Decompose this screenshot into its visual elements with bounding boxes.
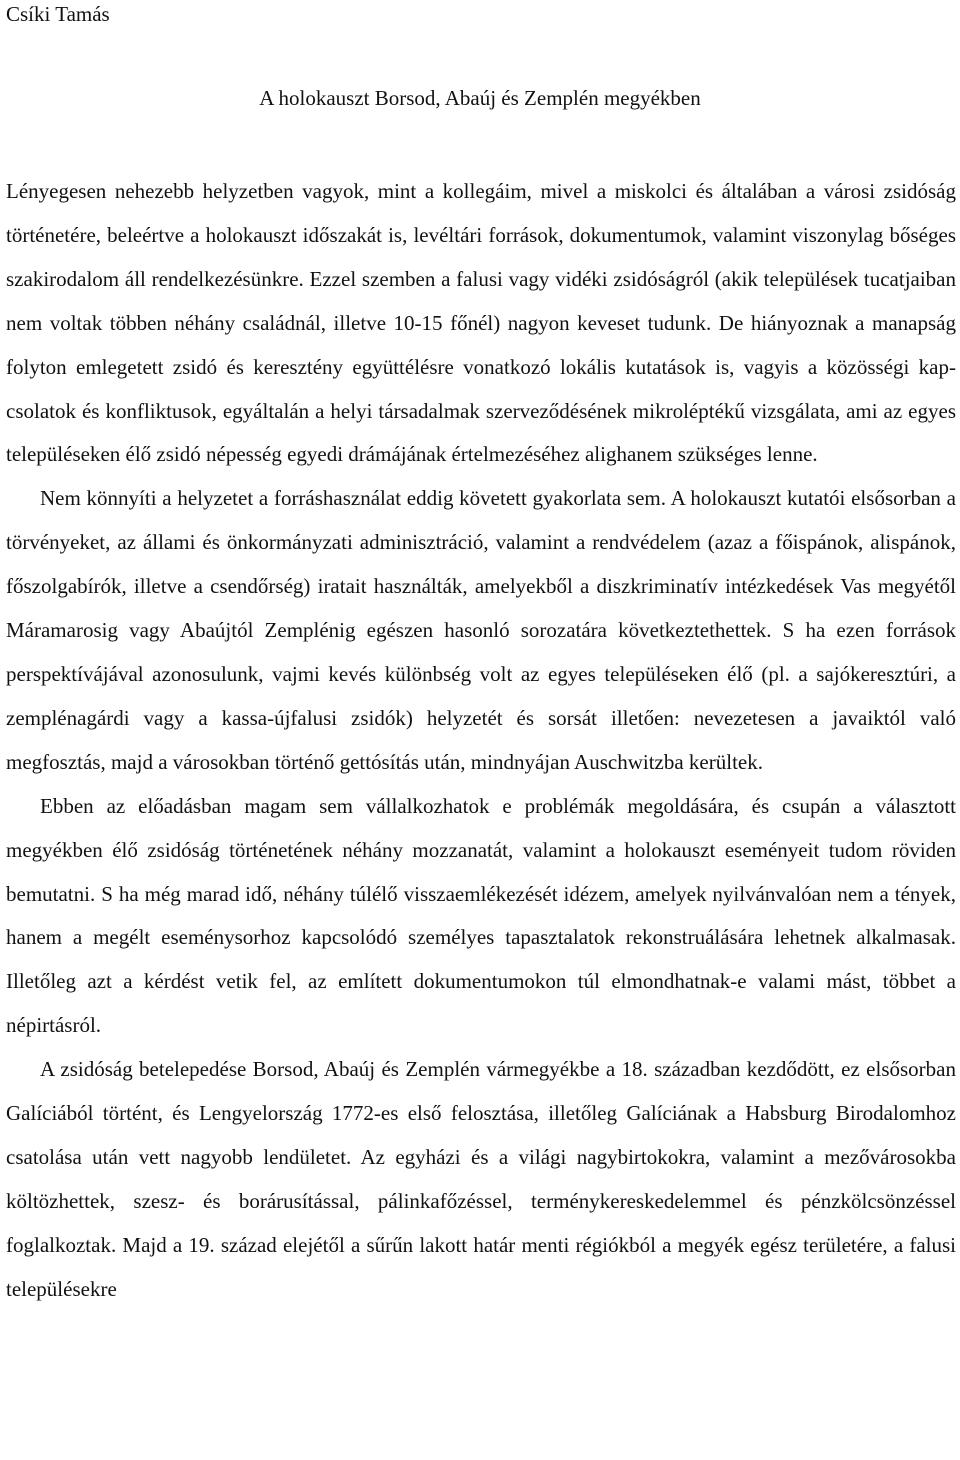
- paragraph-3: Ebben az előadásban magam sem vállalkozhatok e problémák megoldására, és csupán a választott megyékben élő zsidóság történetének néhány mozzanatát, valamint a holokauszt eseményeit tudom röviden bemutatni. S ha még marad idő, néhány túlélő visszaemlékezését idézem, amelyek nyilvánvalóan nem a tények, hanem a megélt eseménysorhoz kapcsolódó személyes tapasztalatok rekonstruálására lehetnek alkalmasak. Illetőleg azt a kérdést vetik fel, az említett dokumentumokon túl elmondhatnak-e valami mást, többet a népirtásról.: [6, 793, 956, 1038]
- paragraph-1: Lényegesen nehezebb helyzetben vagyok, mint a kollegáim, mivel a miskolci és általában a városi zsidóság történetére, beleértve a holokauszt időszakát is, levéltári források, dokumentumok, valamint viszonylag bőséges szakirodalom áll rendelkezésünkre. Ezzel szemben a falusi vagy vidéki zsidóságról (akik települések tucatjaiban nem voltak többen néhány családnál, illetve 10-15 főnél) nagyon keveset tudunk. De hiányoznak a manapság folyton emlegetett zsidó és keresztény együttélésre vonatkozó lokális kutatások is, vagyis a közösségi kapcsolatok és konfliktusok, egyáltalán a helyi társadalmak szerveződésének mikroléptékű vizsgálata, ami az egyes településeken élő zsidó népesség egyedi drámájának értelmezéséhez alighanem szükséges lenne.: [6, 179, 956, 467]
- body-text: [6, 170, 956, 1312]
- paragraph-4: A zsidóság betelepedése Borsod, Abaúj és Zemplén vármegyékbe a 18. században kezdődött, ez elsősorban Galíciából történt, és Lengyelország 1772-es első felosztása, illetőleg Galíciának a Habsburg Birodalomhoz csatolása után vett nagyobb lendületet. Az egyházi és a világi nagybirtokokra, valamint a mezővárosokba költözhettek, szesz- és borárusítással, pálinkafőzéssel, terménykereskedelemmel és pénzkölcsönzéssel foglalkoztak. Majd a 19. század elejétől a sűrűn lakott határ menti régiókból a megyék egész területére, a falusi településekre: [6, 1057, 956, 1301]
- paragraph-2: Nem könnyíti a helyzetet a forráshasználat eddig követett gyakorlata sem. A holokauszt kutatói elsősorban a törvényeket, az állami és önkormányzati adminisztráció, valamint a rendvédelem (azaz a főispánok, alispánok, főszolgabírók, illetve a csendőrség) iratait használták, amelyekből a diszkriminatív intézkedések Vas megyétől Máramarosig vagy Abaújtól Zemplénig egészen hasonló sorozatára következtethettek. S ha ezen források perspektívájával azonosulunk, vajmi kevés különbség volt az egyes településeken élő (pl. a sajókeresztúri, a zemplénagárdi vagy a kassa-újfalusi zsidók) helyzetét és sorsát illetően: nevezetesen a javaiktól való megfosztás, majd a városokban történő gettósítás után, mindnyájan Auschwitzba kerültek.: [6, 486, 956, 774]
- document-title: A holokauszt Borsod, Abaúj és Zemplén megyékben: [259, 86, 701, 110]
- author-name: Csíki Tamás: [6, 2, 110, 26]
